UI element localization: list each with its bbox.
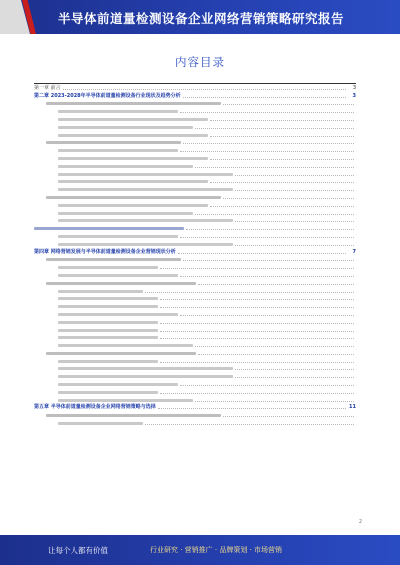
illegible-text-placeholder <box>58 305 158 308</box>
illegible-text-placeholder <box>58 375 233 378</box>
toc-entry-illegible <box>34 154 356 162</box>
table-of-contents <box>34 83 356 427</box>
report-header <box>0 0 400 34</box>
illegible-text-placeholder <box>58 360 158 363</box>
toc-entry-illegible <box>34 380 356 388</box>
toc-leader-dots <box>183 143 354 144</box>
illegible-text-placeholder <box>58 391 158 394</box>
toc-chapter-title: 第二章 2023-2028年半导体前道量检测设备行业现状及趋势分析 <box>34 92 181 99</box>
toc-leader-dots <box>195 401 354 402</box>
illegible-text-placeholder <box>58 110 178 113</box>
toc-leader-dots <box>180 112 354 113</box>
toc-page-number: 3 <box>352 92 356 99</box>
illegible-text-placeholder <box>46 282 196 285</box>
toc-leader-dots <box>223 416 354 417</box>
toc-chapter-4[interactable] <box>34 248 356 256</box>
illegible-text-placeholder <box>58 212 193 215</box>
toc-leader-dots <box>160 331 354 332</box>
toc-leader-dots <box>210 136 354 137</box>
footer-tagline: 行业研究 · 营销推广 · 品牌策划 · 市场营销 <box>150 546 283 554</box>
illegible-text-placeholder <box>46 196 221 199</box>
toc-leader-dots <box>145 424 354 425</box>
illegible-text-placeholder <box>58 134 208 137</box>
toc-leader-dots <box>235 175 354 176</box>
toc-leader-dots <box>180 237 354 238</box>
illegible-text-placeholder <box>58 329 158 332</box>
illegible-text-placeholder <box>58 118 208 121</box>
toc-entry-illegible <box>34 334 356 342</box>
toc-chapter-1[interactable] <box>34 83 356 92</box>
toc-heading: 内容目录 <box>175 55 225 69</box>
toc-entry-illegible <box>34 271 356 279</box>
illegible-text-placeholder <box>58 313 178 316</box>
toc-entry-illegible <box>34 256 356 264</box>
illegible-text-placeholder <box>58 367 233 370</box>
toc-leader-dots <box>223 104 354 105</box>
toc-entry-illegible <box>34 100 356 108</box>
illegible-text-placeholder <box>58 344 193 347</box>
toc-entry-illegible <box>34 217 356 225</box>
toc-page-number: 11 <box>349 404 356 411</box>
toc-leader-dots <box>183 97 346 98</box>
illegible-text-placeholder <box>58 173 233 176</box>
toc-leader-dots <box>145 292 354 293</box>
toc-leader-dots <box>160 393 354 394</box>
report-footer <box>0 535 400 565</box>
toc-entry-illegible <box>34 115 356 123</box>
toc-leader-dots <box>160 323 354 324</box>
toc-page-number: 7 <box>352 248 356 255</box>
toc-chapter-title: 第四章 网络营销发展与半导体前道量检测设备企业营销现状分析 <box>34 248 176 255</box>
illegible-text-placeholder <box>46 141 181 144</box>
toc-leader-dots <box>195 346 354 347</box>
illegible-text-placeholder <box>46 102 221 105</box>
toc-leader-dots <box>210 120 354 121</box>
toc-leader-dots <box>160 299 354 300</box>
toc-leader-dots <box>180 385 354 386</box>
illegible-text-placeholder <box>58 297 158 300</box>
toc-leader-dots <box>210 159 354 160</box>
toc-leader-dots <box>160 307 354 308</box>
illegible-text-placeholder <box>58 266 158 269</box>
toc-leader-dots <box>198 284 354 285</box>
toc-leader-dots <box>235 221 354 222</box>
toc-leader-dots <box>178 253 346 254</box>
toc-leader-dots <box>180 276 354 277</box>
toc-entry-illegible <box>34 139 356 147</box>
illegible-text-placeholder <box>58 243 233 246</box>
toc-entry-illegible <box>34 310 356 318</box>
toc-entry-illegible <box>34 349 356 357</box>
page-number: 2 <box>358 519 362 525</box>
toc-leader-dots <box>195 167 354 168</box>
toc-chapter-title: 第五章 半导体前道量检测设备企业网络营销策略与选择 <box>34 404 156 411</box>
toc-leader-dots <box>235 245 354 246</box>
toc-leader-dots <box>210 206 354 207</box>
toc-leader-dots <box>210 182 354 183</box>
toc-leader-dots <box>198 354 354 355</box>
toc-entry-illegible <box>34 365 356 373</box>
report-title: 半导体前道量检测设备企业网络营销策略研究报告 <box>58 11 345 26</box>
illegible-text-placeholder <box>58 188 233 191</box>
illegible-text-placeholder <box>46 258 181 261</box>
footer-slogan: 让每个人都有价值 <box>48 546 108 555</box>
toc-leader-dots <box>158 408 346 409</box>
toc-chapter-2[interactable] <box>34 92 356 100</box>
illegible-text-placeholder <box>58 149 178 152</box>
toc-leader-dots <box>63 89 346 90</box>
toc-entry-illegible <box>34 107 356 115</box>
toc-entry-illegible <box>34 419 356 427</box>
toc-entry-illegible <box>34 279 356 287</box>
toc-entry-illegible <box>34 232 356 240</box>
illegible-text-placeholder <box>58 219 233 222</box>
toc-entry-illegible <box>34 178 356 186</box>
toc-leader-dots <box>195 214 354 215</box>
toc-entry-illegible <box>34 201 356 209</box>
toc-entry-illegible <box>34 341 356 349</box>
illegible-text-placeholder <box>46 352 196 355</box>
toc-leader-dots <box>160 338 354 339</box>
toc-chapter-5[interactable] <box>34 404 356 412</box>
toc-entry-illegible <box>34 295 356 303</box>
toc-chapter-illegible <box>34 224 356 232</box>
toc-leader-dots <box>186 229 354 230</box>
toc-entry-illegible <box>34 318 356 326</box>
toc-entry-illegible <box>34 131 356 139</box>
illegible-text-placeholder <box>58 235 178 238</box>
toc-entry-illegible <box>34 123 356 131</box>
toc-leader-dots <box>180 315 354 316</box>
toc-leader-dots <box>160 268 354 269</box>
toc-entry-illegible <box>34 411 356 419</box>
toc-leader-dots <box>160 362 354 363</box>
illegible-text-placeholder <box>58 422 143 425</box>
toc-page-number: 3 <box>352 84 356 91</box>
toc-leader-dots <box>235 190 354 191</box>
illegible-text-placeholder <box>58 290 143 293</box>
toc-entry-illegible <box>34 185 356 193</box>
illegible-text-placeholder <box>58 321 158 324</box>
toc-entry-illegible <box>34 372 356 380</box>
toc-leader-dots <box>183 260 354 261</box>
illegible-text-placeholder <box>58 399 193 402</box>
toc-entry-illegible <box>34 263 356 271</box>
toc-entry-illegible <box>34 396 356 404</box>
toc-entry-illegible <box>34 326 356 334</box>
toc-entry-illegible <box>34 193 356 201</box>
illegible-text-placeholder <box>58 336 158 339</box>
illegible-text-placeholder <box>34 227 184 230</box>
toc-entry-illegible <box>34 146 356 154</box>
toc-entry-illegible <box>34 287 356 295</box>
toc-leader-dots <box>195 128 354 129</box>
toc-leader-dots <box>235 369 354 370</box>
toc-entry-illegible <box>34 357 356 365</box>
toc-entry-illegible <box>34 209 356 217</box>
toc-entry-illegible <box>34 302 356 310</box>
illegible-text-placeholder <box>58 204 208 207</box>
illegible-text-placeholder <box>58 383 178 386</box>
illegible-text-placeholder <box>46 414 221 417</box>
illegible-text-placeholder <box>58 126 193 129</box>
toc-entry-illegible <box>34 162 356 170</box>
illegible-text-placeholder <box>58 274 178 277</box>
toc-chapter-title: 第一章 前言 <box>34 84 61 91</box>
illegible-text-placeholder <box>58 157 208 160</box>
toc-entry-illegible <box>34 240 356 248</box>
toc-leader-dots <box>180 151 354 152</box>
illegible-text-placeholder <box>58 165 193 168</box>
toc-leader-dots <box>223 198 354 199</box>
toc-leader-dots <box>235 377 354 378</box>
toc-entry-illegible <box>34 388 356 396</box>
illegible-text-placeholder <box>58 180 208 183</box>
toc-entry-illegible <box>34 170 356 178</box>
